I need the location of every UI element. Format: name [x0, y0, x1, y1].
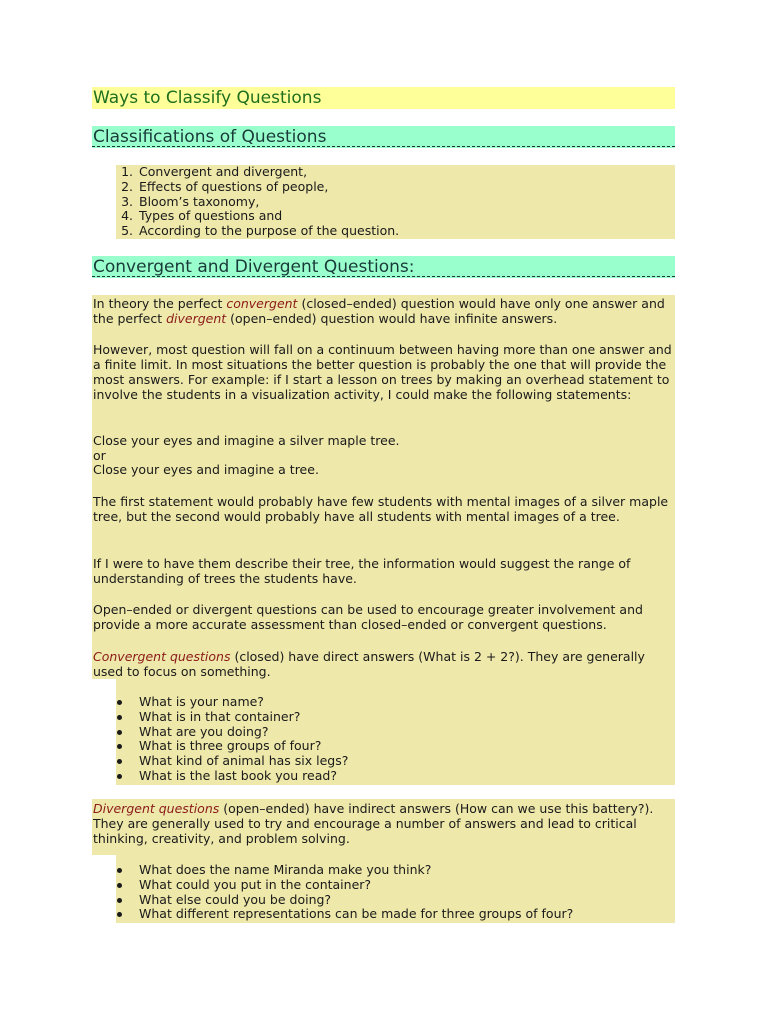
list-item: What is three groups of four?: [93, 739, 348, 754]
document-title: Ways to Classify Questions: [93, 88, 322, 108]
section-heading-classifications: Classifications of Questions: [93, 127, 327, 147]
list-item: What different representations can be made for three groups of four?: [93, 907, 573, 922]
classification-list: [93, 165, 399, 239]
convergent-question-list: [93, 695, 348, 784]
paragraph-first-statement: The first statement would probably have few students with mental images of a silver maple tree, but the second would probably have all students with mental images of a tree.: [93, 494, 669, 524]
statement-or: or: [93, 448, 106, 463]
statement-2: Close your eyes and imagine a tree.: [93, 462, 319, 477]
list-item: What else could you be doing?: [93, 893, 573, 908]
list-item: What is in that container?: [93, 710, 348, 725]
paragraph-convergent: Convergent questions (closed) have direct answers (What is 2 + 2?). They are generally used to focus on something.: [93, 649, 645, 679]
divergent-question-list: [93, 863, 573, 922]
paragraph-open-ended: Open–ended or divergent questions can be used to encourage greater involvement and provide a more accurate assessment than closed–ended or convergent questions.: [93, 602, 643, 632]
list-item: 5. According to the purpose of the question.: [121, 223, 400, 239]
list-item: What kind of animal has six legs?: [93, 754, 348, 769]
paragraph-intro: In theory the perfect convergent (closed–ended) question would have only one answer and the perfect divergent (open–ended) question would have infinite answers.: [93, 296, 665, 326]
statement-1: Close your eyes and imagine a silver maple tree.: [93, 433, 400, 448]
paragraph-divergent: Divergent questions (open–ended) have indirect answers (How can we use this battery?). They are generally used to try and encourage a number of answers and lead to critical thinking, creativity, and problem solving.: [93, 801, 654, 846]
list-item: 1. Convergent and divergent,: [121, 164, 308, 179]
list-item: What is your name?: [93, 695, 348, 710]
list-item: What is the last book you read?: [93, 769, 348, 784]
paragraph-continuum: However, most question will fall on a continuum between having more than one answer and a finite limit. In most situations the better question is probably the one that will provide the most answers. For example: if I start a lesson on trees by making an overhead statement to involve the students in a visualization activity, I could make the following statements:: [93, 342, 672, 402]
paragraph-describe: If I were to have them describe their tree, the information would suggest the range of understanding of trees the students have.: [93, 556, 631, 586]
section-heading-convergent-divergent: Convergent and Divergent Questions:: [93, 257, 415, 277]
list-item: 2. Effects of questions of people,: [121, 178, 329, 194]
list-item: 4. Types of questions and: [121, 208, 283, 224]
list-item: What could you put in the container?: [93, 878, 573, 893]
list-item: What are you doing?: [93, 725, 348, 740]
list-item: 3. Bloom’s taxonomy,: [121, 193, 260, 209]
heading-underline: [92, 276, 675, 277]
heading-underline: [92, 146, 675, 147]
list-item: What does the name Miranda make you think?: [93, 863, 573, 878]
